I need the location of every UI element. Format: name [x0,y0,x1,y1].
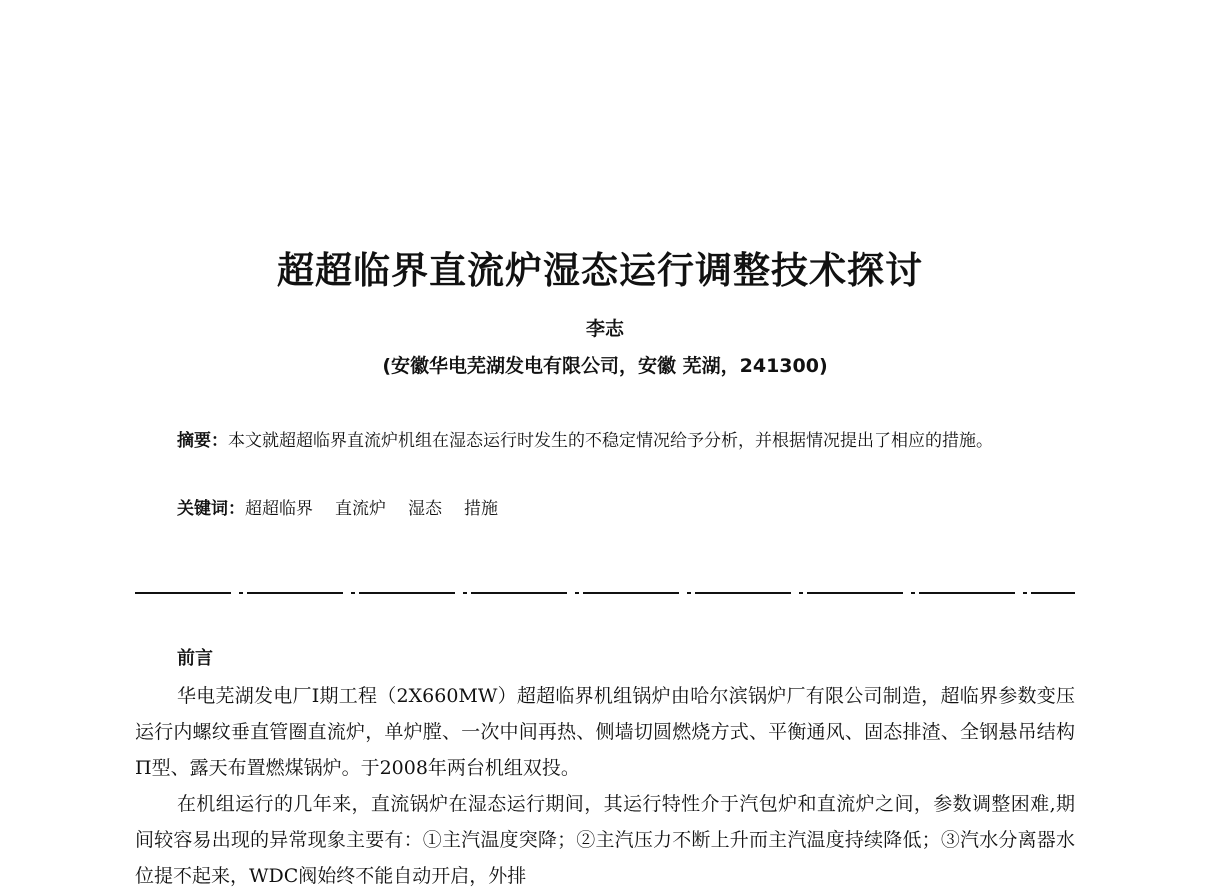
keyword-item: 直流炉 [335,499,386,519]
author-affiliation: (安徽华电芜湖发电有限公司，安徽 芜湖，241300) [382,355,828,377]
author-name: 李志 [585,318,624,340]
abstract-text: 本文就超超临界直流炉机组在湿态运行时发生的不稳定情况给予分析，并根据情况提出了相应的措施。 [228,431,993,451]
keywords-block [177,494,520,524]
paper-title: 超超临界直流炉湿态运行调整技术探讨 [277,248,923,292]
body-paragraph: 华电芜湖发电厂Ⅰ期工程（2X660MW）超超临界机组锅炉由哈尔滨锅炉厂有限公司制造，超临界参数变压运行内螺纹垂直管圈直流炉，单炉膛、一次中间再热、侧墙切圆燃烧方式、平衡通风、固态排渣、全钢悬吊结构Π型、露天布置燃煤锅炉。于2008年两台机组双投。 [135,685,1075,779]
section-divider [135,592,1075,594]
section-heading: 前言 [177,648,213,669]
keyword-item: 措施 [464,499,498,519]
keywords-label: 关键词： [177,499,245,519]
body-paragraph: 在机组运行的几年来，直流锅炉在湿态运行期间，其运行特性介于汽包炉和直流炉之间，参数调整困难,期间较容易出现的异常现象主要有：①主汽温度突降；②主汽压力不断上升而主汽温度持续降低；③汽水分离器水位提不起来，WDC阀始终不能自动开启，外排 [135,793,1075,887]
keyword-item: 湿态 [408,499,442,519]
keyword-item: 超超临界 [245,499,313,519]
abstract-block [135,425,1075,457]
abstract-label: 摘要： [177,431,228,451]
